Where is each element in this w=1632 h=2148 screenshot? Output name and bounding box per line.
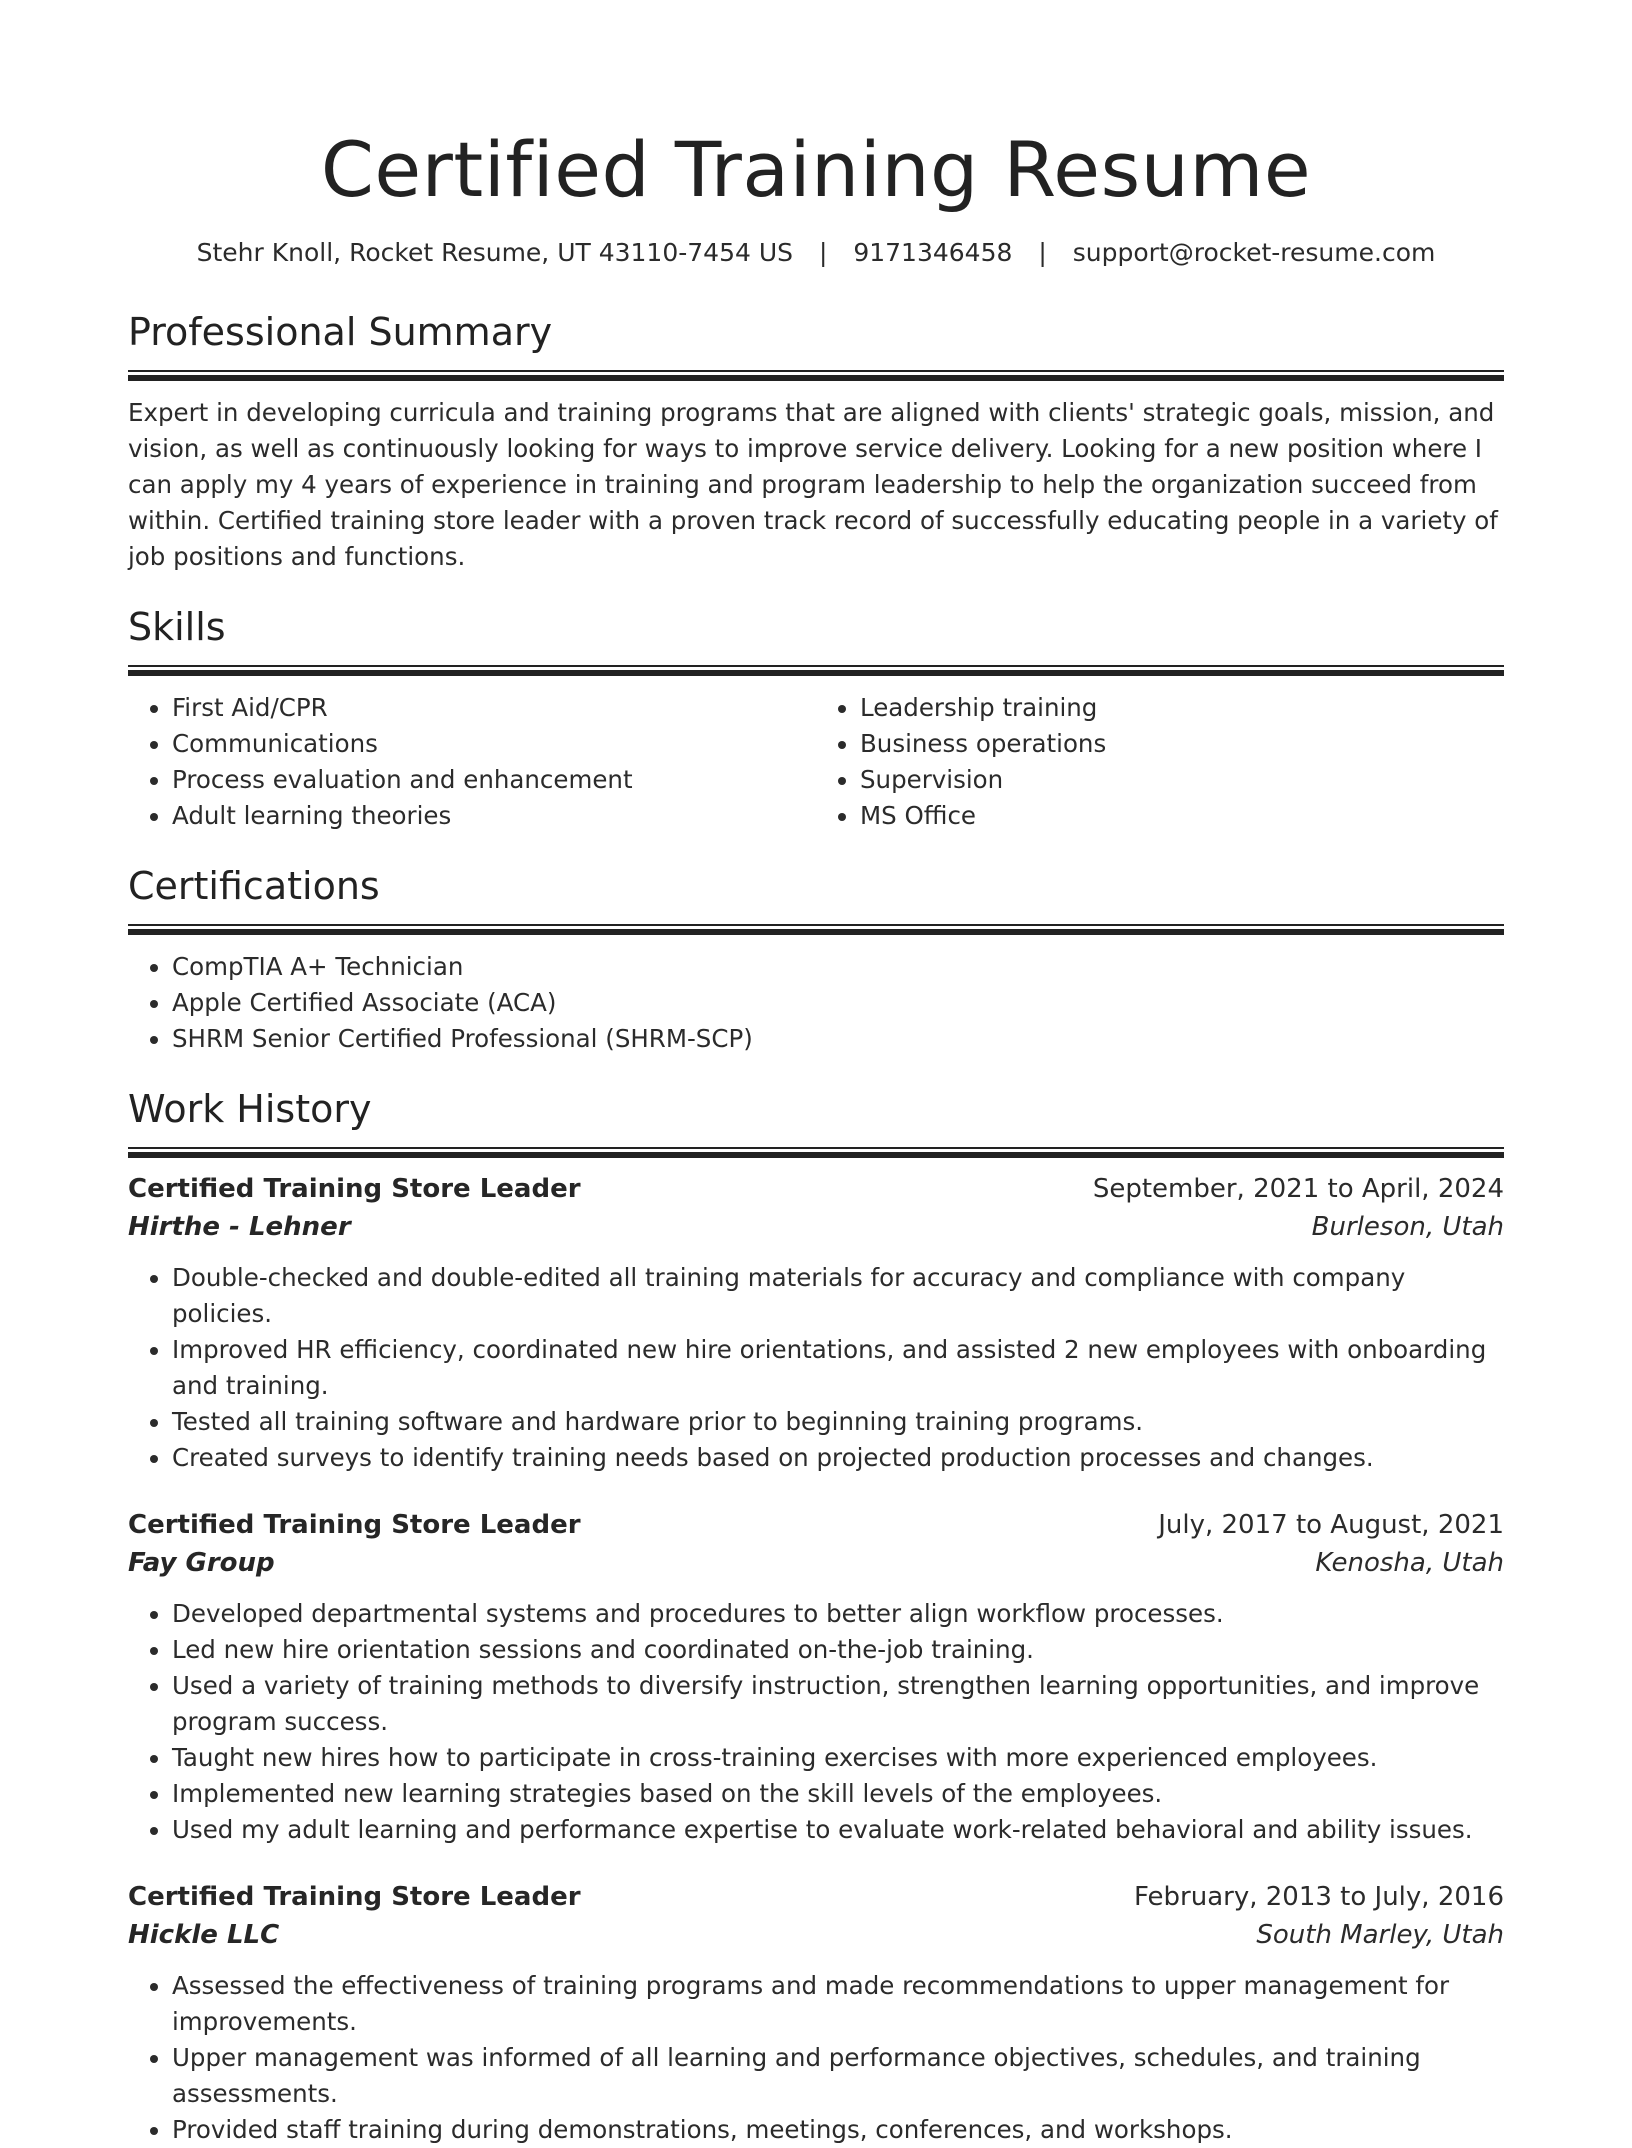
job-company-row: [128, 1208, 1504, 1246]
contact-separator: |: [1038, 238, 1047, 267]
skills-list-right: [816, 690, 1504, 834]
resume-title: Certified Training Resume: [320, 125, 1312, 214]
certifications-heading: Certifications: [128, 864, 380, 908]
job-dates: February, 2013 to July, 2016: [1134, 1882, 1504, 1912]
certifications-section: [128, 862, 1504, 1057]
summary-section: [128, 308, 1504, 575]
job-company: Fay Group: [128, 1548, 275, 1578]
skill-item: • MS Office: [860, 798, 1504, 834]
job-dates: September, 2021 to April, 2024: [1092, 1174, 1504, 1204]
job-title: Certified Training Store Leader: [128, 1882, 581, 1912]
job-location: Kenosha, Utah: [1315, 1548, 1504, 1578]
summary-heading: Professional Summary: [128, 310, 553, 354]
skill-item: • Leadership training: [860, 690, 1504, 726]
skill-item: • Business operations: [860, 726, 1504, 762]
job-title: Certified Training Store Leader: [128, 1510, 581, 1540]
job-title: Certified Training Store Leader: [128, 1174, 581, 1204]
job-bullet: • Used a variety of training methods to diversify instruction, strengthen learning opportunities, and improve program success.: [172, 1668, 1504, 1740]
skill-item: • First Aid/CPR: [172, 690, 816, 726]
job-header-row: [128, 1878, 1504, 1916]
job-bullet: • Taught new hires how to participate in cross-training exercises with more experienced employees.: [172, 1740, 1504, 1776]
contact-line: [128, 236, 1504, 270]
certification-item: • CompTIA A+ Technician: [172, 949, 1504, 985]
job-bullet: • Implemented new learning strategies based on the skill levels of the employees.: [172, 1776, 1504, 1812]
skills-columns: [128, 690, 1504, 834]
skill-item: • Process evaluation and enhancement: [172, 762, 816, 798]
job-company-row: [128, 1544, 1504, 1582]
skill-item: • Adult learning theories: [172, 798, 816, 834]
section-divider: [128, 665, 1504, 676]
job-company: Hirthe - Lehner: [128, 1212, 351, 1242]
skill-item: • Communications: [172, 726, 816, 762]
skill-item: • Supervision: [860, 762, 1504, 798]
job-bullets: [128, 1260, 1504, 1476]
job-bullet: • Used my adult learning and performance expertise to evaluate work-related behavioral and ability issues.: [172, 1812, 1504, 1848]
contact-address: Stehr Knoll, Rocket Resume, UT 43110-7454 US: [196, 238, 793, 267]
section-divider: [128, 370, 1504, 381]
job-bullets: [128, 1968, 1504, 2148]
certification-item: • Apple Certified Associate (ACA): [172, 985, 1504, 1021]
job-bullet: • Created surveys to identify training needs based on projected production processes and changes.: [172, 1440, 1504, 1476]
certifications-list: [128, 949, 1504, 1057]
job-entry: [128, 1878, 1504, 2148]
job-bullet: • Led new hire orientation sessions and coordinated on-the-job training.: [172, 1632, 1504, 1668]
section-divider: [128, 924, 1504, 935]
contact-email: support@rocket-resume.com: [1072, 238, 1436, 267]
job-header-row: [128, 1170, 1504, 1208]
job-bullet: • Tested all training software and hardware prior to beginning training programs.: [172, 1404, 1504, 1440]
skills-list-left: [128, 690, 816, 834]
work-history-section: [128, 1085, 1504, 2148]
job-bullet: • Improved HR efficiency, coordinated new hire orientations, and assisted 2 new employees with onboarding and training.: [172, 1332, 1504, 1404]
contact-phone: 9171346458: [853, 238, 1013, 267]
job-bullet: • Double-checked and double-edited all training materials for accuracy and compliance with company policies.: [172, 1260, 1504, 1332]
skills-heading: Skills: [128, 605, 226, 649]
job-entry: [128, 1506, 1504, 1848]
job-bullet: • Developed departmental systems and procedures to better align workflow processes.: [172, 1596, 1504, 1632]
contact-separator: |: [818, 238, 828, 267]
job-header-row: [128, 1506, 1504, 1544]
job-bullets: [128, 1596, 1504, 1848]
section-divider: [128, 1147, 1504, 1158]
job-location: South Marley, Utah: [1256, 1920, 1504, 1950]
job-company: Hickle LLC: [128, 1920, 280, 1950]
skills-section: [128, 603, 1504, 834]
summary-text: Expert in developing curricula and training programs that are aligned with clients' strategic goals, mission, and vision, as well as continuously looking for ways to improve service delivery. Looking for a new position where I can apply my 4 years of experience in training and program leadership to help the organization succeed from within. Certified training store leader with a proven track record of successfully educating people in a variety of job positions and functions.: [128, 398, 1498, 571]
job-dates: July, 2017 to August, 2021: [1158, 1510, 1504, 1540]
job-bullet: • Upper management was informed of all learning and performance objectives, schedules, and training assessments.: [172, 2040, 1504, 2112]
job-location: Burleson, Utah: [1311, 1212, 1504, 1242]
work-history-heading: Work History: [128, 1087, 372, 1131]
job-entry: [128, 1170, 1504, 1476]
certification-item: • SHRM Senior Certified Professional (SHRM-SCP): [172, 1021, 1504, 1057]
job-bullet: • Provided staff training during demonstrations, meetings, conferences, and workshops.: [172, 2112, 1504, 2148]
job-company-row: [128, 1916, 1504, 1954]
job-bullet: • Assessed the effectiveness of training programs and made recommendations to upper management for improvements.: [172, 1968, 1504, 2040]
